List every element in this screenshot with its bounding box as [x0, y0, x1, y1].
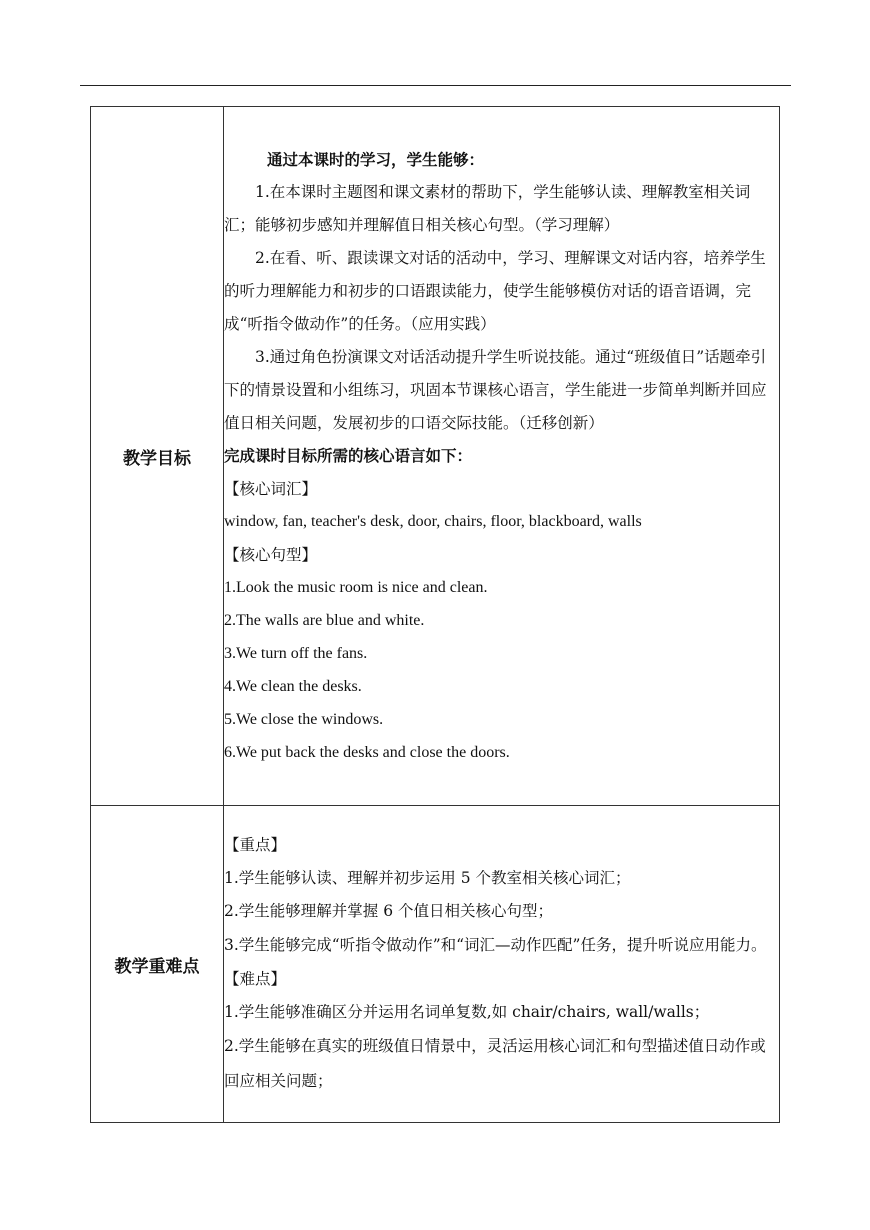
sentence-heading: 【核心句型】: [224, 545, 318, 564]
row-teaching-goals: [91, 107, 780, 806]
difficult-point-1: 1.学生能够准确区分并运用名词单复数,如 chair/chairs, wall/walls；: [224, 1003, 710, 1021]
sentence-4: 4.We clean the desks.: [224, 677, 362, 695]
vocab-heading: 【核心词汇】: [224, 479, 318, 498]
objective-2: 2.在看、听、跟读课文对话的活动中，学习、理解课文对话内容，培养学生的听力理解能力和初步的口语跟读能力，使学生能够模仿对话的语音语调，完成“听指令做动作”的任务。（应用实践）: [224, 248, 766, 333]
sentence-3: 3.We turn off the fans.: [224, 644, 368, 662]
teaching-goals-content: [224, 107, 780, 806]
core-language-heading: 完成课时目标所需的核心语言如下：: [224, 445, 473, 465]
teaching-goals-label: 教学目标: [91, 107, 224, 806]
sentence-2: 2.The walls are blue and white.: [224, 611, 425, 629]
objective-1: 1.在本课时主题图和课文素材的帮助下，学生能够认读、理解教室相关词汇；能够初步感知并理解值日相关核心句型。（学习理解）: [224, 182, 751, 234]
sentence-6: 6.We put back the desks and close the doors.: [224, 743, 510, 761]
key-points-content: [224, 806, 780, 1123]
sentence-1: 1.Look the music room is nice and clean.: [224, 578, 488, 596]
key-point-3: 3.学生能够完成“听指令做动作”和“词汇—动作匹配”任务，提升听说应用能力。: [224, 936, 767, 954]
difficult-heading: 【难点】: [224, 970, 287, 988]
key-point-1: 1.学生能够认读、理解并初步运用 5 个教室相关核心词汇；: [224, 869, 631, 887]
key-points-label: 教学重难点: [91, 806, 224, 1123]
key-point-2: 2.学生能够理解并掌握 6 个值日相关核心句型；: [224, 902, 554, 920]
goals-intro: 通过本课时的学习，学生能够：: [267, 149, 485, 169]
header-rule: [80, 85, 791, 86]
lesson-plan-table: [90, 106, 780, 1123]
row-key-difficult-points: [91, 806, 780, 1123]
objective-3: 3.通过角色扮演课文对话活动提升学生听说技能。通过“班级值日”话题牵引下的情景设置和小组练习，巩固本节课核心语言，学生能进一步简单判断并回应值日相关问题，发展初步的口语交际技能。（迁移创新）: [224, 347, 767, 432]
difficult-point-2: 2.学生能够在真实的班级值日情景中，灵活运用核心词汇和句型描述值日动作或回应相关问题；: [224, 1037, 766, 1090]
vocab-list: window, fan, teacher's desk, door, chairs, floor, blackboard, walls: [224, 512, 642, 530]
key-heading: 【重点】: [224, 836, 287, 854]
sentence-5: 5.We close the windows.: [224, 710, 384, 728]
